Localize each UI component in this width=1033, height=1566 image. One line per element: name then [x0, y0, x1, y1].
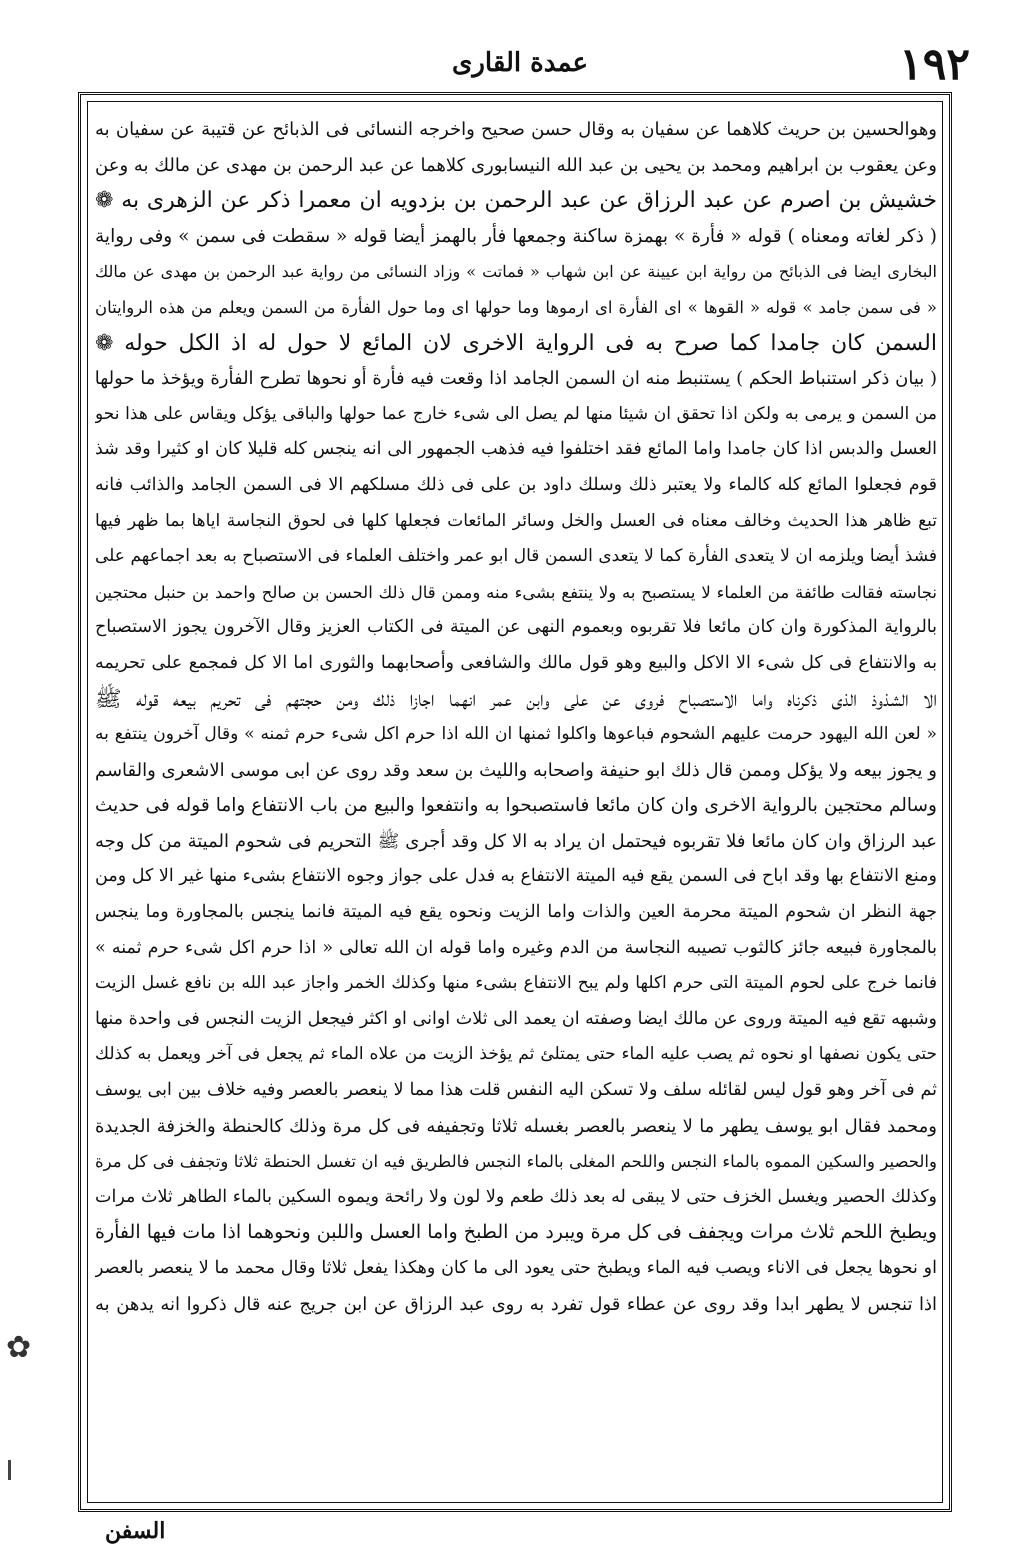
- text-line: وسالم محتجين بالرواية الاخرى وان كان مائعا فاستصبحوا به وانتفعوا والبيع من باب الانتفاع واما قوله فى حديث: [95, 795, 937, 817]
- text-line: الا الشذوذ الذى ذكرناه واما الاستصباح فروى عن على وابن عمر انهما اجازا ذلك ومن حجتهم فى تحريم بيعه قوله ﷺ: [95, 686, 937, 712]
- text-line: ( ذكر لغاته ومعناه ) قوله « فأرة » بهمزة ساكنة وجمعها فأر بالهمز أيضا قوله « سقطت فى سمن » وفى رواية: [95, 225, 937, 247]
- text-line: من السمن و يرمى به ولكن اذا تحقق ان شيئا منها لم يصل الى شىء خارج عما حولها والباقى يؤكل ويقاس على هذا نحو: [95, 403, 937, 424]
- text-line: ثم فى آخر وهو قول ليس لقائله سلف ولا تسكن اليه النفس قلت هذا مما لا ينعصر بالعصر وفيه خلاف بين ابى يوسف: [95, 1080, 937, 1101]
- text-line: بالرواية المذكورة وان كان مائعا فلا تقربوه وبعموم النهى عن الميتة فى الكتاب العزيز وقال الآخرون يجوز الاستصباح: [95, 617, 937, 638]
- text-line: ( بيان ذكر استنباط الحكم ) يستنبط منه ان السمن الجامد اذا وقعت فيه فأرة أو نحوها تطرح الفأرة ويؤخذ ما حولها: [95, 368, 937, 390]
- text-line: تبع ظاهر هذا الحديث وخالف معناه فى العسل والخل وسائر المائعات فجعلها كلها فى لحوق النجاسة اياها بما ظهر فيها: [95, 510, 937, 531]
- margin-ink-dot: [8, 1460, 11, 1480]
- text-line: « فى سمن جامد » قوله « القوها » اى الفأرة اى ارموها وما حولها اى وما حول الفأرة من السمن ويعلم من هذه الروايتان: [95, 297, 937, 317]
- text-line: وكذلك الحصير ويغسل الخزف حتى لا يبقى له بعد ذلك طعم ولا لون ولا رائحة ويموه السكين بالماء الطاهر ثلاث مرات: [95, 1186, 937, 1207]
- text-line: ومحمد فقال ابو يوسف يطهر ما لا ينعصر بالعصر بغسله ثلاثا وتجفيفه فى كل مرة وذلك كالحنطة والخزفة الجديدة: [95, 1115, 937, 1137]
- text-line: وعن يعقوب بن ابراهيم ومحمد بن يحيى بن عبد الله النيسابورى كلاهما عن عبد الرحمن بن مهدى عن مالك به وعن: [95, 154, 937, 176]
- text-line: البخارى ايضا فى الذبائح من رواية ابن عيينة عن ابن شهاب « فماتت » وزاد النسائى من رواية عبد الرحمن بن مهدى عن مالك: [95, 262, 937, 282]
- text-line: ومنع الانتفاع بها وقد اباح فى السمن يقع فيه الميتة الانتفاع به فدل على جواز وجوه الانتفاع بشىء منها غير الا كل ومن: [95, 866, 937, 887]
- text-line: السمن كان جامدا كما صرح به فى الرواية الاخرى لان المائع لا حول له اذ الكل حوله ❁: [95, 330, 937, 356]
- running-title: عمدة القارى: [452, 48, 588, 78]
- page-number: ١٩٢: [899, 39, 970, 90]
- text-line: عبد الرزاق وان كان مائعا فلا تقربوه فيحتمل ان يراد به الا كل وقد أجرى ﷺ التحريم فى شحوم الميتة من كل وجه: [95, 830, 937, 852]
- text-line: « لعن الله اليهود حرمت عليهم الشحوم فباعوها واكلوا ثمنها ان الله اذا حرم اكل شىء حرم ثمنه » وقال آخرون ينتفع به: [95, 724, 937, 745]
- catchword: السفن: [105, 1518, 166, 1544]
- margin-ink-mark: ✿: [6, 1330, 32, 1365]
- body-text: [95, 112, 937, 1502]
- text-line: قوم فجعلوا المائع كله كالماء ولا يعتبر ذلك وسلك داود بن على فى ذلك مسلكهم الا فى السمن الجامد والذائب فانه: [95, 474, 937, 495]
- page-header: [70, 40, 970, 90]
- text-line: حتى يكون نصفها او نحوه ثم يصب عليه الماء حتى يمتلئ ثم يؤخذ الزيت من علاه الماء ثم يجعل فى آخر ويعمل به كذلك: [95, 1044, 937, 1065]
- text-line: او نحوها يجعل فى الاناء ويصب فيه الماء ويطبخ حتى يعود الى ما كان وهكذا يفعل ثلاثا وقال محمد ما لا ينعصر بالعصر: [95, 1258, 937, 1278]
- text-line: فانما خرج على لحوم الميتة التى حرم اكلها ولم يبح الانتفاع بشىء منها وكذلك الخمر واجاز عبد الله بن نافع غسل الزيت: [95, 973, 937, 994]
- text-line: بالمجاورة فبيعه جائز كالثوب تصيبه النجاسة من الدم وغيره واما قوله ان الله تعالى « اذا حرم اكل شىء حرم ثمنه »: [95, 937, 937, 958]
- text-line: وشبهه تقع فيه الميتة وروى عن مالك ايضا وصفته ان يعمد الى ثلاث اوانى او اكثر فيجعل الزيت النجس فى واحدة منها: [95, 1008, 937, 1029]
- text-line: العسل والدبس اذا كان جامدا واما المائع فقد اختلفوا فيه فذهب الجمهور الى انه ينجس كله قليلا كان او كثيرا وقد شذ: [95, 439, 937, 460]
- text-line: وهوالحسين بن حريث كلاهما عن سفيان به وقال حسن صحيح واخرجه النسائى فى الذبائح عن قتيبة عن سفيان به: [95, 119, 937, 140]
- text-line: و يجوز بيعه ولا يؤكل وممن قال ذلك ابو حنيفة واصحابه والليث بن سعد وقد روى عن ابى موسى الاشعرى والقاسم: [95, 759, 937, 781]
- text-line: والحصير والسكين المموه بالماء النجس واللحم المغلى بالماء النجس فالطريق فيه ان تغسل الحنطة ثلاثا وتجفف فى كل مرة: [95, 1152, 937, 1172]
- text-line: ويطبخ اللحم ثلاث مرات ويجفف فى كل مرة ويبرد من الطبخ واما العسل واللبن ونحوهما اذا مات فيها الفأرة: [95, 1221, 937, 1244]
- text-line: اذا تنجس لا يطهر ابدا وقد روى عن عطاء قول تفرد به روى عبد الرزاق عن ابن جريج عنه قال ذكروا انه يدهن به: [95, 1293, 937, 1315]
- text-line: خشيش بن اصرم عن عبد الرزاق عن عبد الرحمن بن بزدويه ان معمرا ذكر عن الزهرى به ❁: [95, 188, 937, 214]
- text-line: به والانتفاع فى كل شىء الا الاكل والبيع وهو قول مالك والشافعى وأصحابهما والثورى اما الا كل فمجمع على تحريمه: [95, 652, 937, 673]
- text-line: فشذ أيضا ويلزمه ان لا يتعدى الفأرة كما لا يتعدى السمن قال ابو عمر واختلف العلماء فى الاستصباح به بعد اجماعهم على: [95, 546, 937, 567]
- text-line: نجاسته فقالت طائفة من العلماء لا يستصبح به ولا ينتفع بشىء منه وممن قال ذلك الحسن بن صالح واحمد بن حنبل محتجين: [95, 582, 937, 602]
- text-line: جهة النظر ان شحوم الميتة محرمة العين والذات واما الزيت ونحوه يقع فيه الميتة فانما ينجس بالمجاورة وما ينجس: [95, 902, 937, 923]
